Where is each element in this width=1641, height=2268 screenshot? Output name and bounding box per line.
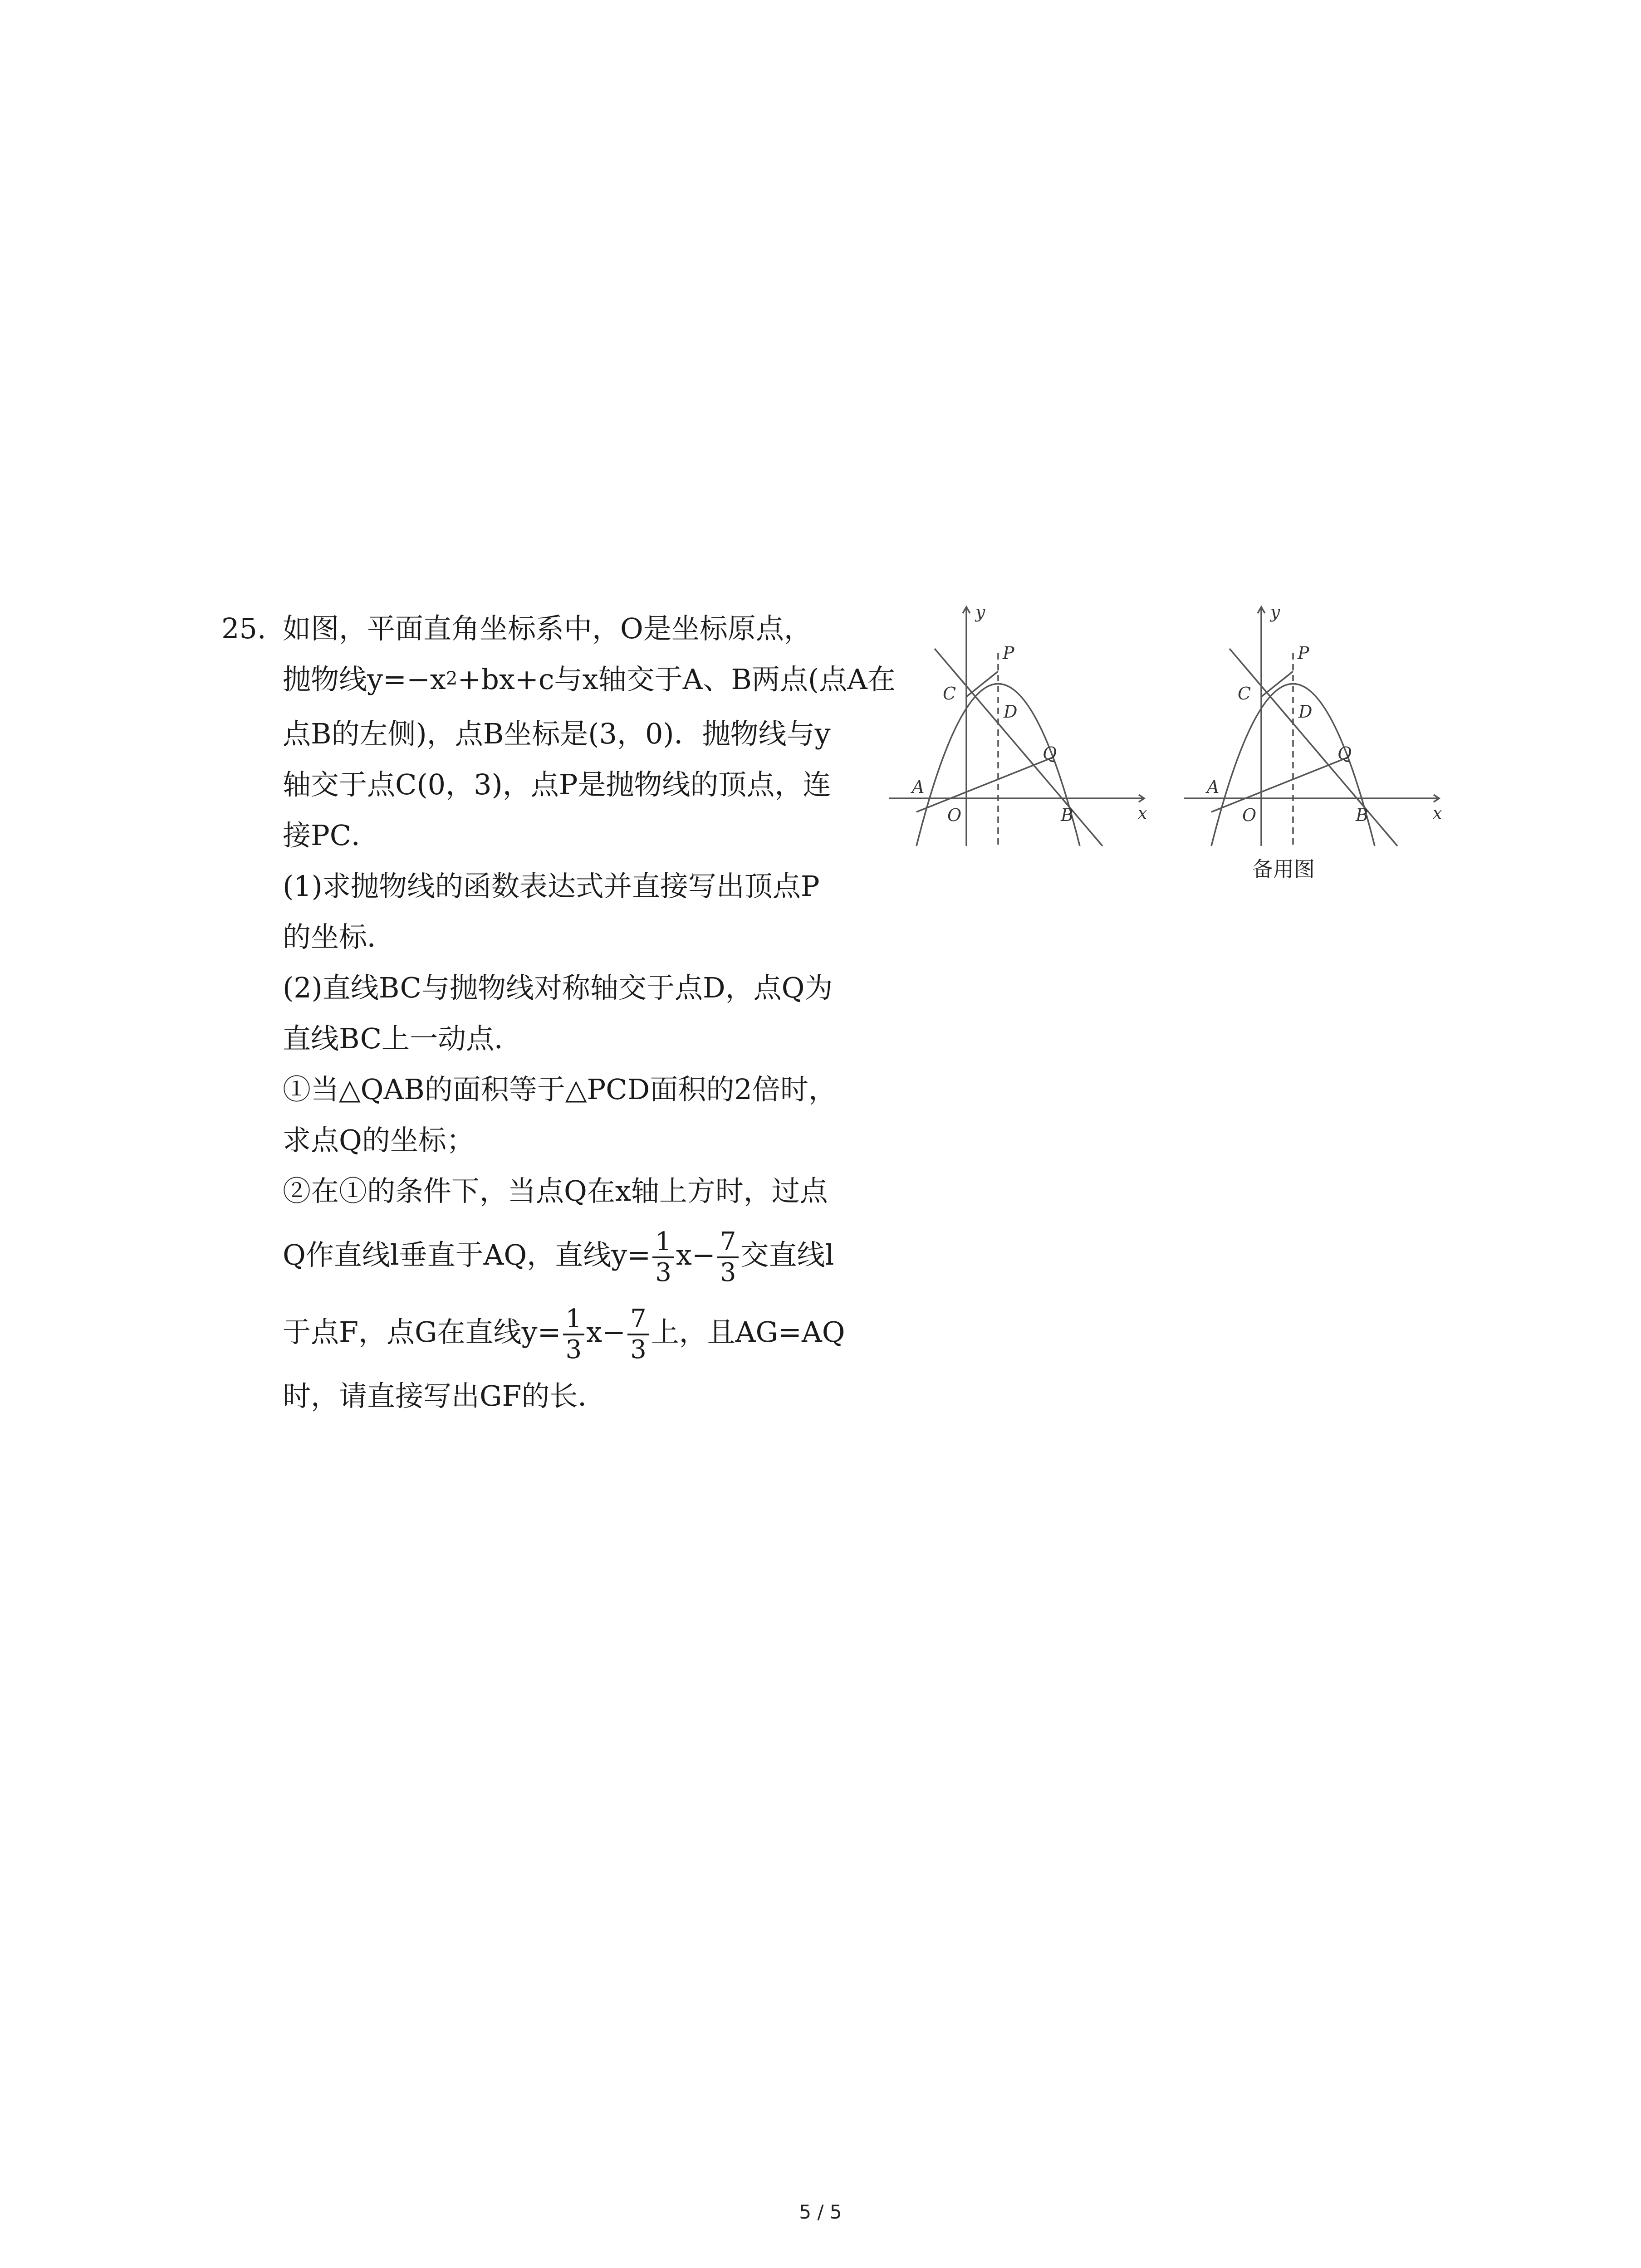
text-line: 的坐标． <box>283 920 396 953</box>
label-x: x <box>1138 804 1147 823</box>
label-O: O <box>947 805 962 825</box>
label-O: O <box>1242 805 1257 825</box>
label-C: C <box>943 684 956 704</box>
fraction: $\frac{1}{3}$ <box>652 1227 674 1287</box>
text-line: 轴交于点C(0，3)，点P是抛物线的顶点，连 <box>283 768 831 801</box>
label-B: B <box>1356 805 1368 825</box>
question-2: (2)直线BC与抛物线对称轴交于点D，点Q为 <box>283 971 833 1004</box>
label-y: y <box>1270 602 1280 622</box>
text-line: 直线BC上一动点． <box>283 1022 523 1055</box>
text-line: 点B的左侧)，点B坐标是(3，0)．抛物线与y <box>283 717 831 750</box>
text-line: 求点Q的坐标； <box>283 1124 475 1157</box>
text-line: 时，请直接写出GF的长． <box>283 1379 606 1413</box>
problem-text <box>283 603 896 1422</box>
label-A: A <box>912 777 925 797</box>
question-1: (1)求抛物线的函数表达式并直接写出顶点P <box>283 870 820 903</box>
problem-number: 25. <box>221 612 266 645</box>
label-C: C <box>1238 684 1251 704</box>
text-line: 接PC． <box>283 819 380 852</box>
text-line: 抛物线$y=-x^2+bx+c$与x轴交于A、B两点(点A在 <box>283 663 896 696</box>
question-2-part-2: ②在①的条件下，当点Q在x轴上方时，过点 <box>283 1174 828 1207</box>
text-line: 如图，平面直角坐标系中，O是坐标原点， <box>283 612 812 645</box>
label-Q: Q <box>1043 743 1057 763</box>
figure-svg <box>889 599 1161 853</box>
label-D: D <box>1004 702 1018 722</box>
question-2-part-1: ①当△QAB的面积等于△PCD面积的2倍时， <box>283 1073 837 1106</box>
text-line: 于点F，点G在直线y= $\frac{1}{3}$ x− $\frac{7}{3}$ 上，且AG=AQ <box>283 1304 845 1364</box>
label-y: y <box>975 602 985 622</box>
fraction: $\frac{1}{3}$ <box>563 1305 585 1364</box>
parabola-figure-main <box>889 599 1161 853</box>
label-P: P <box>1003 643 1014 663</box>
figure-svg <box>1184 599 1456 853</box>
label-B: B <box>1061 805 1073 825</box>
label-Q: Q <box>1337 743 1352 763</box>
parabola-figure-spare <box>1184 599 1456 881</box>
fraction: $\frac{7}{3}$ <box>627 1305 649 1364</box>
label-x: x <box>1433 804 1442 823</box>
label-P: P <box>1298 643 1309 663</box>
page-number: 5 / 5 <box>799 2201 842 2223</box>
label-D: D <box>1298 702 1313 722</box>
fraction: $\frac{7}{3}$ <box>717 1227 739 1287</box>
label-A: A <box>1207 777 1220 797</box>
figure-caption: 备用图 <box>1252 857 1315 881</box>
text-line: Q作直线l垂直于AQ，直线y= $\frac{1}{3}$ x− $\frac{7}{3}$ 交直线l <box>283 1227 834 1287</box>
